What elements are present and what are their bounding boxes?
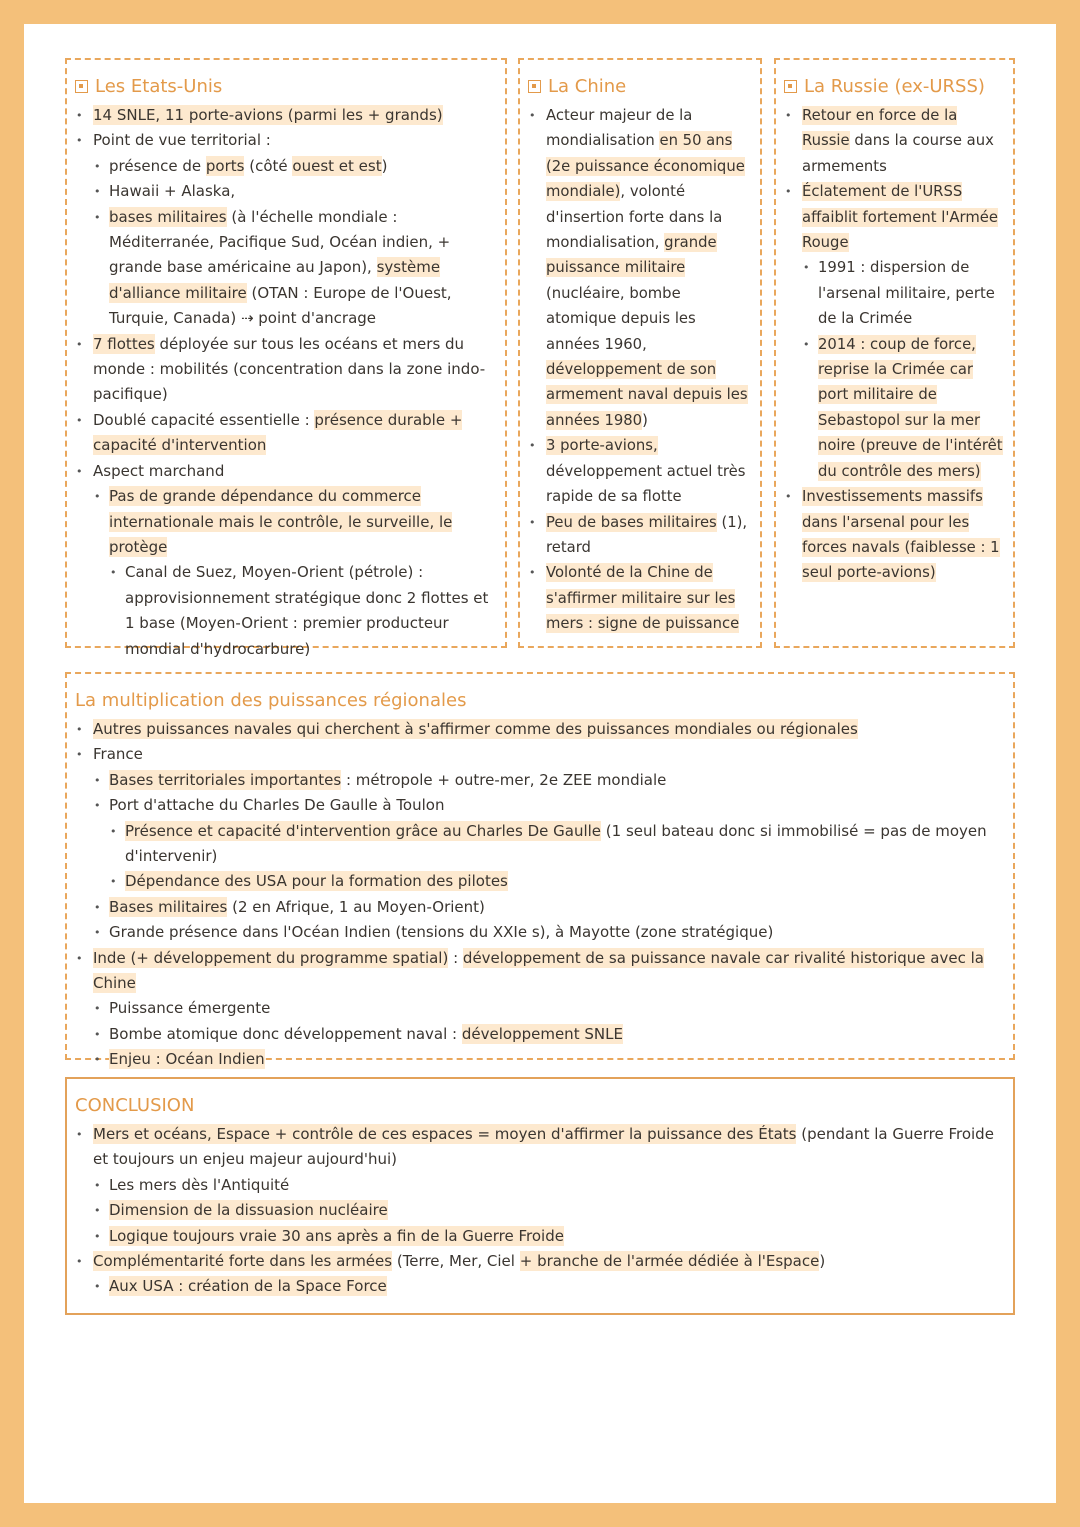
conclusion-list: [75, 1122, 1005, 1300]
list-item: • 1991 : dispersion de l'arsenal militaire, perte de la Crimée: [802, 255, 1005, 331]
list-item: • Éclatement de l'URSS affaiblit fortement l'Armée Rouge • 1991 : dispersion de l'arsenal militaire, perte de la Crimée • 2014 : coup de force, reprise la Crimée car port militaire de Sebastopol sur la mer noire (preuve de l'intérêt du contrôle des mers): [784, 179, 1005, 484]
china-title: La Chine: [528, 75, 752, 99]
regional-section: [65, 672, 1015, 1069]
list-item: • Peu de bases militaires (1), retard: [528, 510, 752, 561]
list-item: • Dimension de la dissuasion nucléaire: [93, 1198, 1005, 1223]
list-item: • Bases militaires (2 en Afrique, 1 au Moyen-Orient): [93, 895, 1005, 920]
russia-list: [784, 103, 1005, 586]
list-item: • Inde (+ développement du programme spatial) : développement de sa puissance navale car rivalité historique avec la Chine • Puissance émergente • Bombe atomique donc développement naval : développement SNLE • Enjeu : Océan Indien: [75, 946, 1005, 1073]
checkbox-icon: [528, 80, 541, 93]
list-item: • Mers et océans, Espace + contrôle de ces espaces = moyen d'affirmer la puissance des États (pendant la Guerre Froide et toujours un enjeu majeur aujourd'hui) • Les mers dès l'Antiquité • Dimension de la dissuasion nucléaire • Logique toujours vraie 30 ans après a fin de la Guerre Froide: [75, 1122, 1005, 1249]
list-item: • Doublé capacité essentielle : présence durable + capacité d'intervention: [75, 408, 497, 459]
list-item: • Pas de grande dépendance du commerce internationale mais le contrôle, le surveille, le protège • Canal de Suez, Moyen-Orient (pétrole) : approvisionnement stratégique donc 2 flottes et 1 base (Moyen-Orient : premier producteur mondial d'hydrocarbure): [93, 484, 497, 662]
list-item: • Puissance émergente: [93, 996, 1005, 1021]
russia-title: La Russie (ex-URSS): [784, 75, 1005, 99]
russia-section: [774, 58, 1015, 648]
list-item: • Dépendance des USA pour la formation des pilotes: [109, 869, 1005, 894]
list-item: • Bases territoriales importantes : métropole + outre-mer, 2e ZEE mondiale: [93, 768, 1005, 793]
list-item: • Volonté de la Chine de s'affirmer militaire sur les mers : signe de puissance: [528, 560, 752, 636]
list-item: • 14 SNLE, 11 porte-avions (parmi les + grands): [75, 103, 497, 128]
list-item: • Port d'attache du Charles De Gaulle à Toulon • Présence et capacité d'intervention grâce au Charles De Gaulle (1 seul bateau donc si immobilisé = pas de moyen d'intervenir) • Dépendance des USA pour la formation des pilotes: [93, 793, 1005, 895]
list-item: • Complémentarité forte dans les armées (Terre, Mer, Ciel + branche de l'armée dédiée à l'Espace) • Aux USA : création de la Space Force: [75, 1249, 1005, 1300]
list-item: • Aux USA : création de la Space Force: [93, 1274, 1005, 1299]
list-item: • Enjeu : Océan Indien: [93, 1047, 1005, 1072]
list-item: • 7 flottes déployée sur tous les océans et mers du monde : mobilités (concentration dans la zone indo-pacifique): [75, 332, 497, 408]
list-item: • Autres puissances navales qui cherchent à s'affirmer comme des puissances mondiales ou régionales: [75, 717, 1005, 742]
list-item: • Bombe atomique donc développement naval : développement SNLE: [93, 1022, 1005, 1047]
usa-list: [75, 103, 497, 662]
list-item: • Investissements massifs dans l'arsenal pour les forces navals (faiblesse : 1 seul porte-avions): [784, 484, 1005, 586]
regional-list: [75, 717, 1005, 1073]
list-item: • 2014 : coup de force, reprise la Crimée car port militaire de Sebastopol sur la mer noire (preuve de l'intérêt du contrôle des mers): [802, 332, 1005, 484]
list-item: • Présence et capacité d'intervention grâce au Charles De Gaulle (1 seul bateau donc si immobilisé = pas de moyen d'intervenir): [109, 819, 1005, 870]
china-list: [528, 103, 752, 637]
china-section: [518, 58, 762, 648]
list-item: • Grande présence dans l'Océan Indien (tensions du XXIe s), à Mayotte (zone stratégique): [93, 920, 1005, 945]
list-item: • 3 porte-avions, développement actuel très rapide de sa flotte: [528, 433, 752, 509]
list-item: • Hawaii + Alaska,: [93, 179, 497, 204]
list-item: • Retour en force de la Russie dans la course aux armements: [784, 103, 1005, 179]
list-item: • Point de vue territorial : • présence de ports (côté ouest et est) • Hawaii + Alaska, • bases militaires (à l'échelle mondiale : Méditerranée, Pacifique Sud, Océan indien, + grande base américaine au Japon), système d'alliance militaire (OTAN : Europe de l'Ouest, Turquie, Canada) ⇢ point d'ancrage: [75, 128, 497, 331]
list-item: • bases militaires (à l'échelle mondiale : Méditerranée, Pacifique Sud, Océan indien, + grande base américaine au Japon), système d'alliance militaire (OTAN : Europe de l'Ouest, Turquie, Canada) ⇢ point d'ancrage: [93, 205, 497, 332]
list-item: • Les mers dès l'Antiquité: [93, 1173, 1005, 1198]
regional-title: La multiplication des puissances régionales: [75, 690, 467, 711]
conclusion-title: CONCLUSION: [75, 1095, 195, 1116]
page: [24, 24, 1056, 1503]
list-item: • présence de ports (côté ouest et est): [93, 154, 497, 179]
usa-section: [65, 58, 507, 658]
conclusion-section: [65, 1077, 1015, 1315]
list-item: • Canal de Suez, Moyen-Orient (pétrole) : approvisionnement stratégique donc 2 flottes et 1 base (Moyen-Orient : premier producteur mondial d'hydrocarbure): [109, 560, 497, 662]
list-item: • Acteur majeur de la mondialisation en 50 ans (2e puissance économique mondiale), volonté d'insertion forte dans la mondialisation, grande puissance militaire (nucléaire, bombe atomique depuis les années 1960, développement de son armement naval depuis les années 1980): [528, 103, 752, 433]
list-item: • Logique toujours vraie 30 ans après a fin de la Guerre Froide: [93, 1224, 1005, 1249]
list-item: • France • Bases territoriales importantes : métropole + outre-mer, 2e ZEE mondiale • Port d'attache du Charles De Gaulle à Toulon • Présence et capacité d'intervention grâce au Charles De Gaulle (1 seul bateau donc si immobilisé = pas de moyen d'intervenir) • Dépendance des USA pour la formation des pilotes • Bases militaires (2 en Afrique, 1 au Moyen-Orient) • Grande présence dans l'Océan Indien (tensions du XXIe s), à Mayotte (zone stratégique): [75, 742, 1005, 945]
checkbox-icon: [784, 80, 797, 93]
list-item: • Aspect marchand • Pas de grande dépendance du commerce internationale mais le contrôle, le surveille, le protège • Canal de Suez, Moyen-Orient (pétrole) : approvisionnement stratégique donc 2 flottes et 1 base (Moyen-Orient : premier producteur mondial d'hydrocarbure): [75, 459, 497, 662]
checkbox-icon: [75, 80, 88, 93]
usa-title: Les Etats-Unis: [75, 75, 497, 99]
